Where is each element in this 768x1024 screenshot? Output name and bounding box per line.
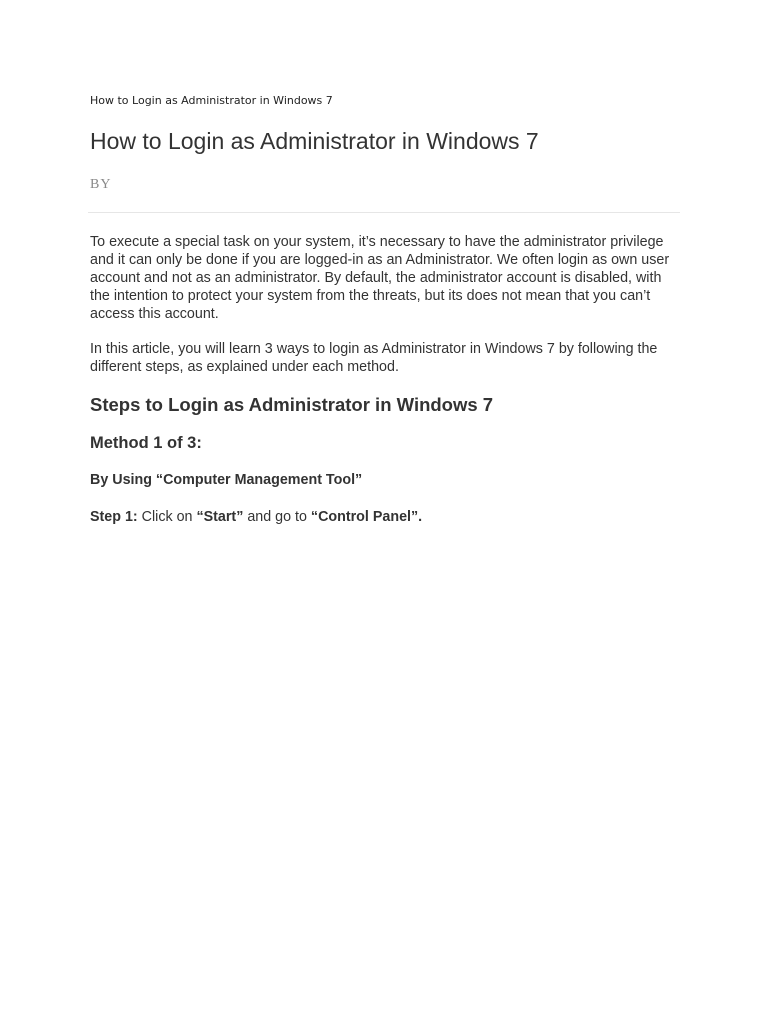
method-heading: Method 1 of 3: [90, 434, 202, 452]
method-subheading: By Using “Computer Management Tool” [90, 472, 363, 488]
step-1-start: “Start” [196, 509, 244, 525]
author-byline: BY [90, 177, 112, 192]
running-header: How to Login as Administrator in Windows 7 [90, 94, 333, 107]
step-1-text-b: and go to [243, 509, 311, 525]
title-divider [88, 212, 680, 213]
section-heading: Steps to Login as Administrator in Windows 7 [90, 394, 494, 415]
step-1-control-panel: “Control Panel”. [310, 509, 423, 525]
overview-paragraph: In this article, you will learn 3 ways to login as Administrator in Windows 7 by following the different steps, as explained under each method. [90, 341, 658, 375]
page-title: How to Login as Administrator in Windows 7 [90, 128, 539, 154]
step-1-text-a: Click on [137, 509, 197, 525]
step-1-label: Step 1: [90, 509, 138, 525]
step-1 [90, 509, 422, 525]
intro-paragraph: To execute a special task on your system, it’s necessary to have the administrator privilege and it can only be done if you are logged-in as an Administrator. We often login as own user account and not as an administrator. By default, the administrator account is disabled, with the intention to protect your system from the threats, but its does not mean that you can’t access this account. [90, 234, 670, 322]
